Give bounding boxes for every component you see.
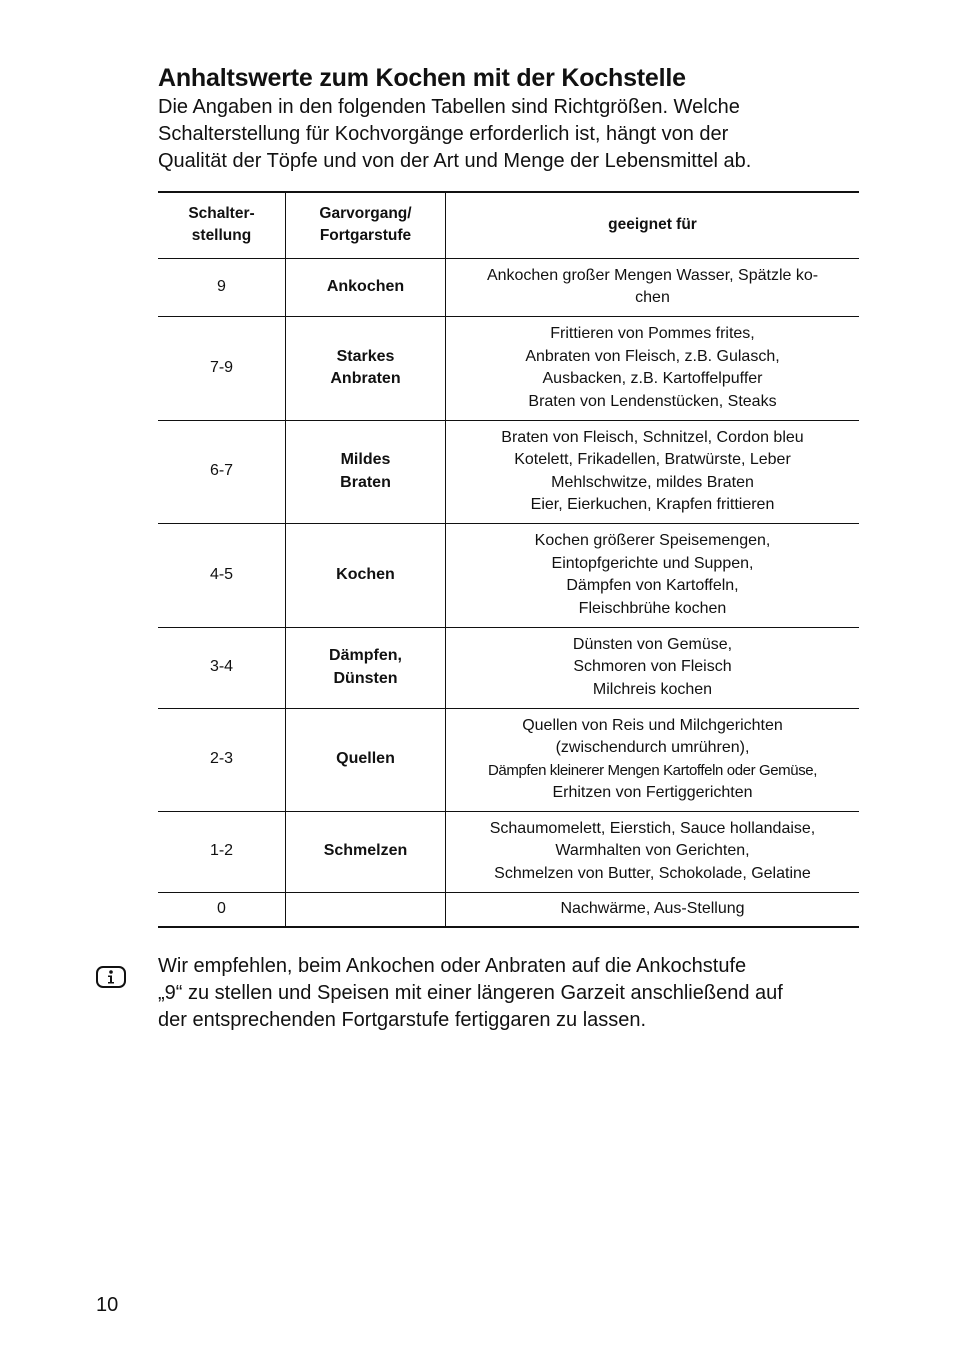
cooking-guide-table — [158, 191, 859, 928]
suitable-line: Warmhalten von Gerichten, — [555, 842, 750, 860]
setting-cell: 4-5 — [158, 523, 286, 627]
suitable-cell — [446, 258, 860, 316]
suitable-cell — [446, 892, 860, 927]
header-process — [286, 192, 446, 258]
header-setting — [158, 192, 286, 258]
process-line: Starkes — [336, 347, 395, 365]
suitable-line: Milchreis kochen — [592, 680, 713, 698]
process-line: Ankochen — [326, 277, 405, 295]
suitable-line: Eier, Eierkuchen, Krapfen frittieren — [530, 496, 775, 513]
table-row — [158, 627, 859, 708]
note-paragraph — [158, 953, 868, 1034]
intro-line: Die Angaben in den folgenden Tabellen sind Richtgrößen. Welche — [158, 96, 740, 118]
suitable-line: chen — [635, 289, 670, 306]
suitable-line: Ausbacken, z.B. Kartoffelpuffer — [542, 370, 763, 387]
table-header-row — [158, 192, 859, 258]
suitable-line: Erhitzen von Fertiggerichten — [552, 784, 753, 801]
table-row — [158, 523, 859, 627]
note-line: der entsprechenden Fortgarstufe fertiggaren zu lassen. — [158, 1009, 647, 1031]
suitable-line: Dünsten von Gemüse, — [572, 635, 733, 653]
process-line: Dämpfen, — [329, 647, 402, 664]
header-process-line: Garvorgang/ — [319, 205, 412, 223]
header-process-line: Fortgarstufe — [319, 227, 412, 245]
process-cell — [286, 892, 446, 927]
process-cell — [286, 258, 446, 316]
suitable-cell — [446, 420, 860, 523]
process-line: Kochen — [336, 565, 395, 583]
setting-cell: 1-2 — [158, 811, 286, 892]
note-line: „9“ zu stellen und Speisen mit einer längeren Garzeit anschließend auf — [158, 982, 783, 1004]
header-setting-line: Schalter- — [188, 205, 255, 223]
setting-cell: 3-4 — [158, 627, 286, 708]
suitable-line: Nachwärme, Aus-Stellung — [560, 900, 745, 917]
suitable-cell — [446, 523, 860, 627]
setting-cell: 9 — [158, 258, 286, 316]
suitable-line: Kotelett, Frikadellen, Bratwürste, Leber — [514, 451, 791, 468]
table-row — [158, 892, 859, 927]
suitable-cell — [446, 627, 860, 708]
setting-cell: 0 — [158, 892, 286, 927]
suitable-line: Schmelzen von Butter, Schokolade, Gelatine — [494, 864, 811, 882]
table-row — [158, 258, 859, 316]
suitable-cell — [446, 708, 860, 811]
process-line: Dünsten — [333, 669, 398, 687]
info-icon — [96, 966, 126, 988]
process-cell — [286, 523, 446, 627]
intro-paragraph — [158, 94, 858, 175]
process-line: Schmelzen — [323, 842, 408, 860]
suitable-line: Schaumomelett, Eierstich, Sauce hollandaise, — [489, 819, 816, 837]
header-suitable: geeignet für — [446, 192, 860, 258]
suitable-line: Dämpfen kleinerer Mengen Kartoffeln oder Gemüse, — [487, 761, 818, 779]
table-row — [158, 420, 859, 523]
process-line: Quellen — [336, 750, 395, 768]
header-setting-line: stellung — [191, 227, 252, 245]
suitable-line: Dämpfen von Kartoffeln, — [566, 577, 739, 594]
process-line: Mildes — [340, 451, 391, 468]
table-row — [158, 708, 859, 811]
suitable-line: Braten von Lendenstücken, Steaks — [528, 392, 777, 410]
page-number: 10 — [96, 1294, 119, 1316]
suitable-cell — [446, 811, 860, 892]
intro-line: Qualität der Töpfe und von der Art und Menge der Lebensmittel ab. — [158, 150, 752, 172]
process-cell — [286, 627, 446, 708]
process-line: Braten — [340, 473, 391, 491]
suitable-line: Frittieren von Pommes frites, — [550, 325, 755, 342]
setting-cell: 6-7 — [158, 420, 286, 523]
note-line: Wir empfehlen, beim Ankochen oder Anbraten auf die Ankochstufe — [158, 955, 747, 977]
table-row — [158, 811, 859, 892]
intro-line: Schalterstellung für Kochvorgänge erforderlich ist, hängt von der — [158, 123, 729, 145]
suitable-cell — [446, 316, 860, 420]
process-cell — [286, 420, 446, 523]
process-cell — [286, 811, 446, 892]
process-cell — [286, 708, 446, 811]
suitable-line: Ankochen großer Mengen Wasser, Spätzle ko- — [486, 266, 819, 284]
page-title: Anhaltswerte zum Kochen mit der Kochstelle — [158, 64, 686, 92]
process-cell — [286, 316, 446, 420]
suitable-line: Braten von Fleisch, Schnitzel, Cordon bleu — [501, 428, 804, 446]
setting-cell: 2-3 — [158, 708, 286, 811]
table-row — [158, 316, 859, 420]
suitable-line: Schmoren von Fleisch — [573, 658, 732, 676]
suitable-line: Mehlschwitze, mildes Braten — [551, 473, 754, 491]
suitable-line: Anbraten von Fleisch, z.B. Gulasch, — [525, 347, 780, 365]
process-line: Anbraten — [330, 370, 401, 387]
suitable-line: Eintopfgerichte und Suppen, — [551, 554, 754, 572]
suitable-line: Quellen von Reis und Milchgerichten — [522, 716, 783, 734]
suitable-line: Fleischbrühe kochen — [578, 599, 727, 617]
setting-cell: 7-9 — [158, 316, 286, 420]
suitable-line: Kochen größerer Speisemengen, — [534, 532, 771, 549]
suitable-line: (zwischendurch umrühren), — [555, 739, 750, 756]
